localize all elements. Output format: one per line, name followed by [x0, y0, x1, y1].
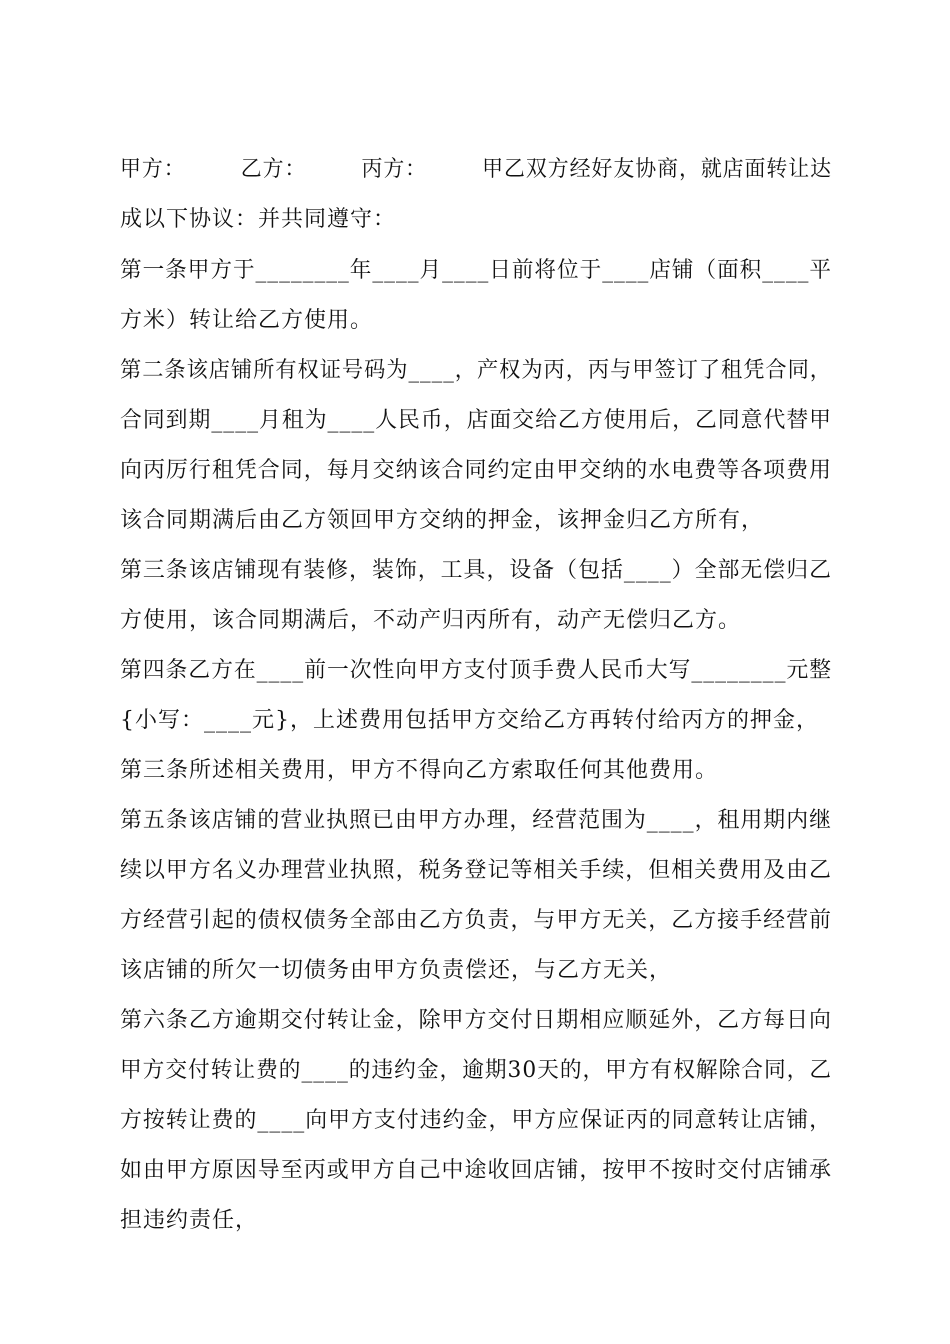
text-line: 方经营引起的债权债务全部由乙方负责，与甲方无关，乙方接手经营前 — [120, 908, 833, 933]
text-line: 方使用，该合同期满后，不动产归丙所有，动产无偿归乙方。 — [120, 608, 742, 633]
text-line: 该店铺的所欠一切债务由甲方负责偿还，与乙方无关， — [120, 958, 673, 983]
text-line: 第三条该店铺现有装修，装饰，工具，设备（包括____）全部无偿归乙 — [120, 558, 833, 583]
text-line: 如由甲方原因导至丙或甲方自己中途收回店铺，按甲不按时交付店铺承 — [120, 1158, 833, 1183]
text-line: 方按转让费的____向甲方支付违约金，甲方应保证丙的同意转让店铺， — [120, 1108, 833, 1133]
text-line: 第二条该店铺所有权证号码为____，产权为丙，丙与甲签订了租凭合同， — [120, 358, 833, 383]
text-line: 合同到期____月租为____人民币，店面交给乙方使用后，乙同意代替甲 — [120, 408, 833, 433]
text-line: 该合同期满后由乙方领回甲方交纳的押金，该押金归乙方所有， — [120, 508, 765, 533]
text-line: 第五条该店铺的营业执照已由甲方办理，经营范围为____，租用期内继 — [120, 808, 833, 833]
text-line: 第一条甲方于________年____月____日前将位于____店铺（面积____平 — [120, 258, 833, 283]
text-line: 续以甲方名义办理营业执照，税务登记等相关手续，但相关费用及由乙 — [120, 858, 833, 883]
text-line: 甲方： 乙方： 丙方： 甲乙双方经好友协商，就店面转让达 — [120, 157, 833, 182]
text-line: 向丙厉行租凭合同，每月交纳该合同约定由甲交纳的水电费等各项费用 — [120, 458, 833, 483]
text-line: {小写：____元}，上述费用包括甲方交给乙方再转付给丙方的押金， — [120, 708, 819, 733]
text-line: 担违约责任， — [120, 1208, 259, 1233]
text-line: 第六条乙方逾期交付转让金，除甲方交付日期相应顺延外，乙方每日向 — [120, 1008, 833, 1033]
text-line: 甲方交付转让费的____的违约金，逾期30天的，甲方有权解除合同，乙 — [120, 1058, 832, 1083]
text-line: 方米）转让给乙方使用。 — [120, 308, 374, 333]
text-line: 第三条所述相关费用，甲方不得向乙方索取任何其他费用。 — [120, 758, 719, 783]
text-line: 第四条乙方在____前一次性向甲方支付顶手费人民币大写________元整 — [120, 658, 833, 683]
text-line: 成以下协议：并共同遵守： — [120, 207, 397, 232]
